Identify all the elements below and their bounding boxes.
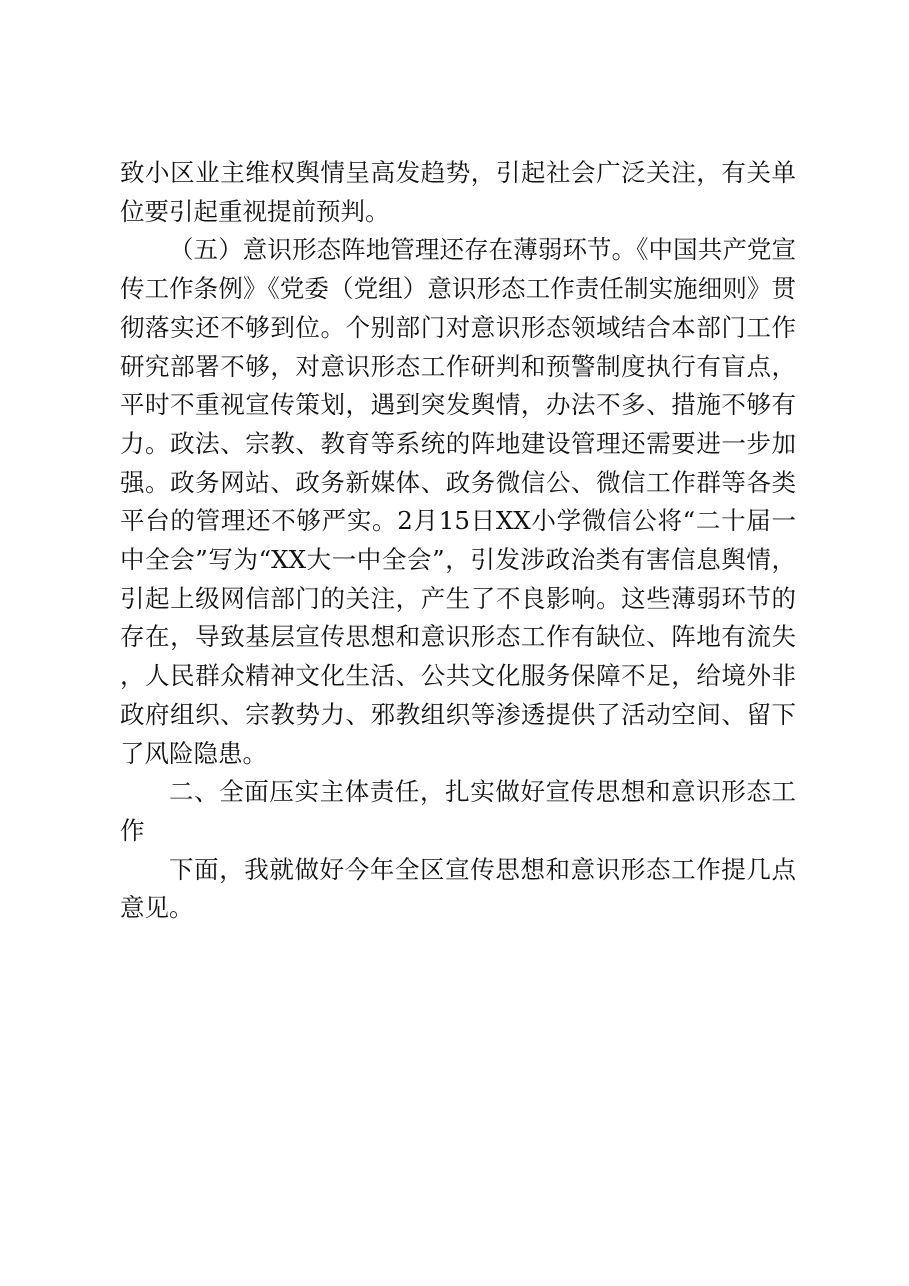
section-heading: 二、全面压实主体责任，扎实做好宣传思想和意识形态工作	[120, 777, 796, 845]
paragraph-ideology-weak-links: （五）意识形态阵地管理还存在薄弱环节。《中国共产党宣传工作条例》《党委（党组）意识形态工作责任制实施细则》贯彻落实还不够到位。个别部门对意识形态领域结合本部门工作研究部署不够，对意识形态工作研判和预警制度执行有盲点，平时不重视宣传策划，遇到突发舆情，办法不多、措施不够有力。政法、宗教、教育等系统的阵地建设管理还需要进一步加强。政务网站、政务新媒体、政务微信公、微信工作群等各类平台的管理还不够严实。2月15日XX小学微信公将“二十届一中全会”写为“XX大一中全会”，引发涉政治类有害信息舆情，引起上级网信部门的关注，产生了不良影响。这些薄弱环节的存在，导致基层宣传思想和意识形态工作有缺位、阵地有流失，人民群众精神文化生活、公共文化服务保障不足，给境外非政府组织、宗教势力、邪教组织等渗透提供了活动空间、留下了风险隐患。	[120, 235, 796, 768]
paragraph-continuation: 致小区业主维权舆情呈高发趋势，引起社会广泛关注，有关单位要引起重视提前预判。	[120, 158, 796, 226]
document-body	[120, 154, 796, 928]
paragraph-opinions-intro: 下面，我就做好今年全区宣传思想和意识形态工作提几点意见。	[120, 854, 796, 923]
